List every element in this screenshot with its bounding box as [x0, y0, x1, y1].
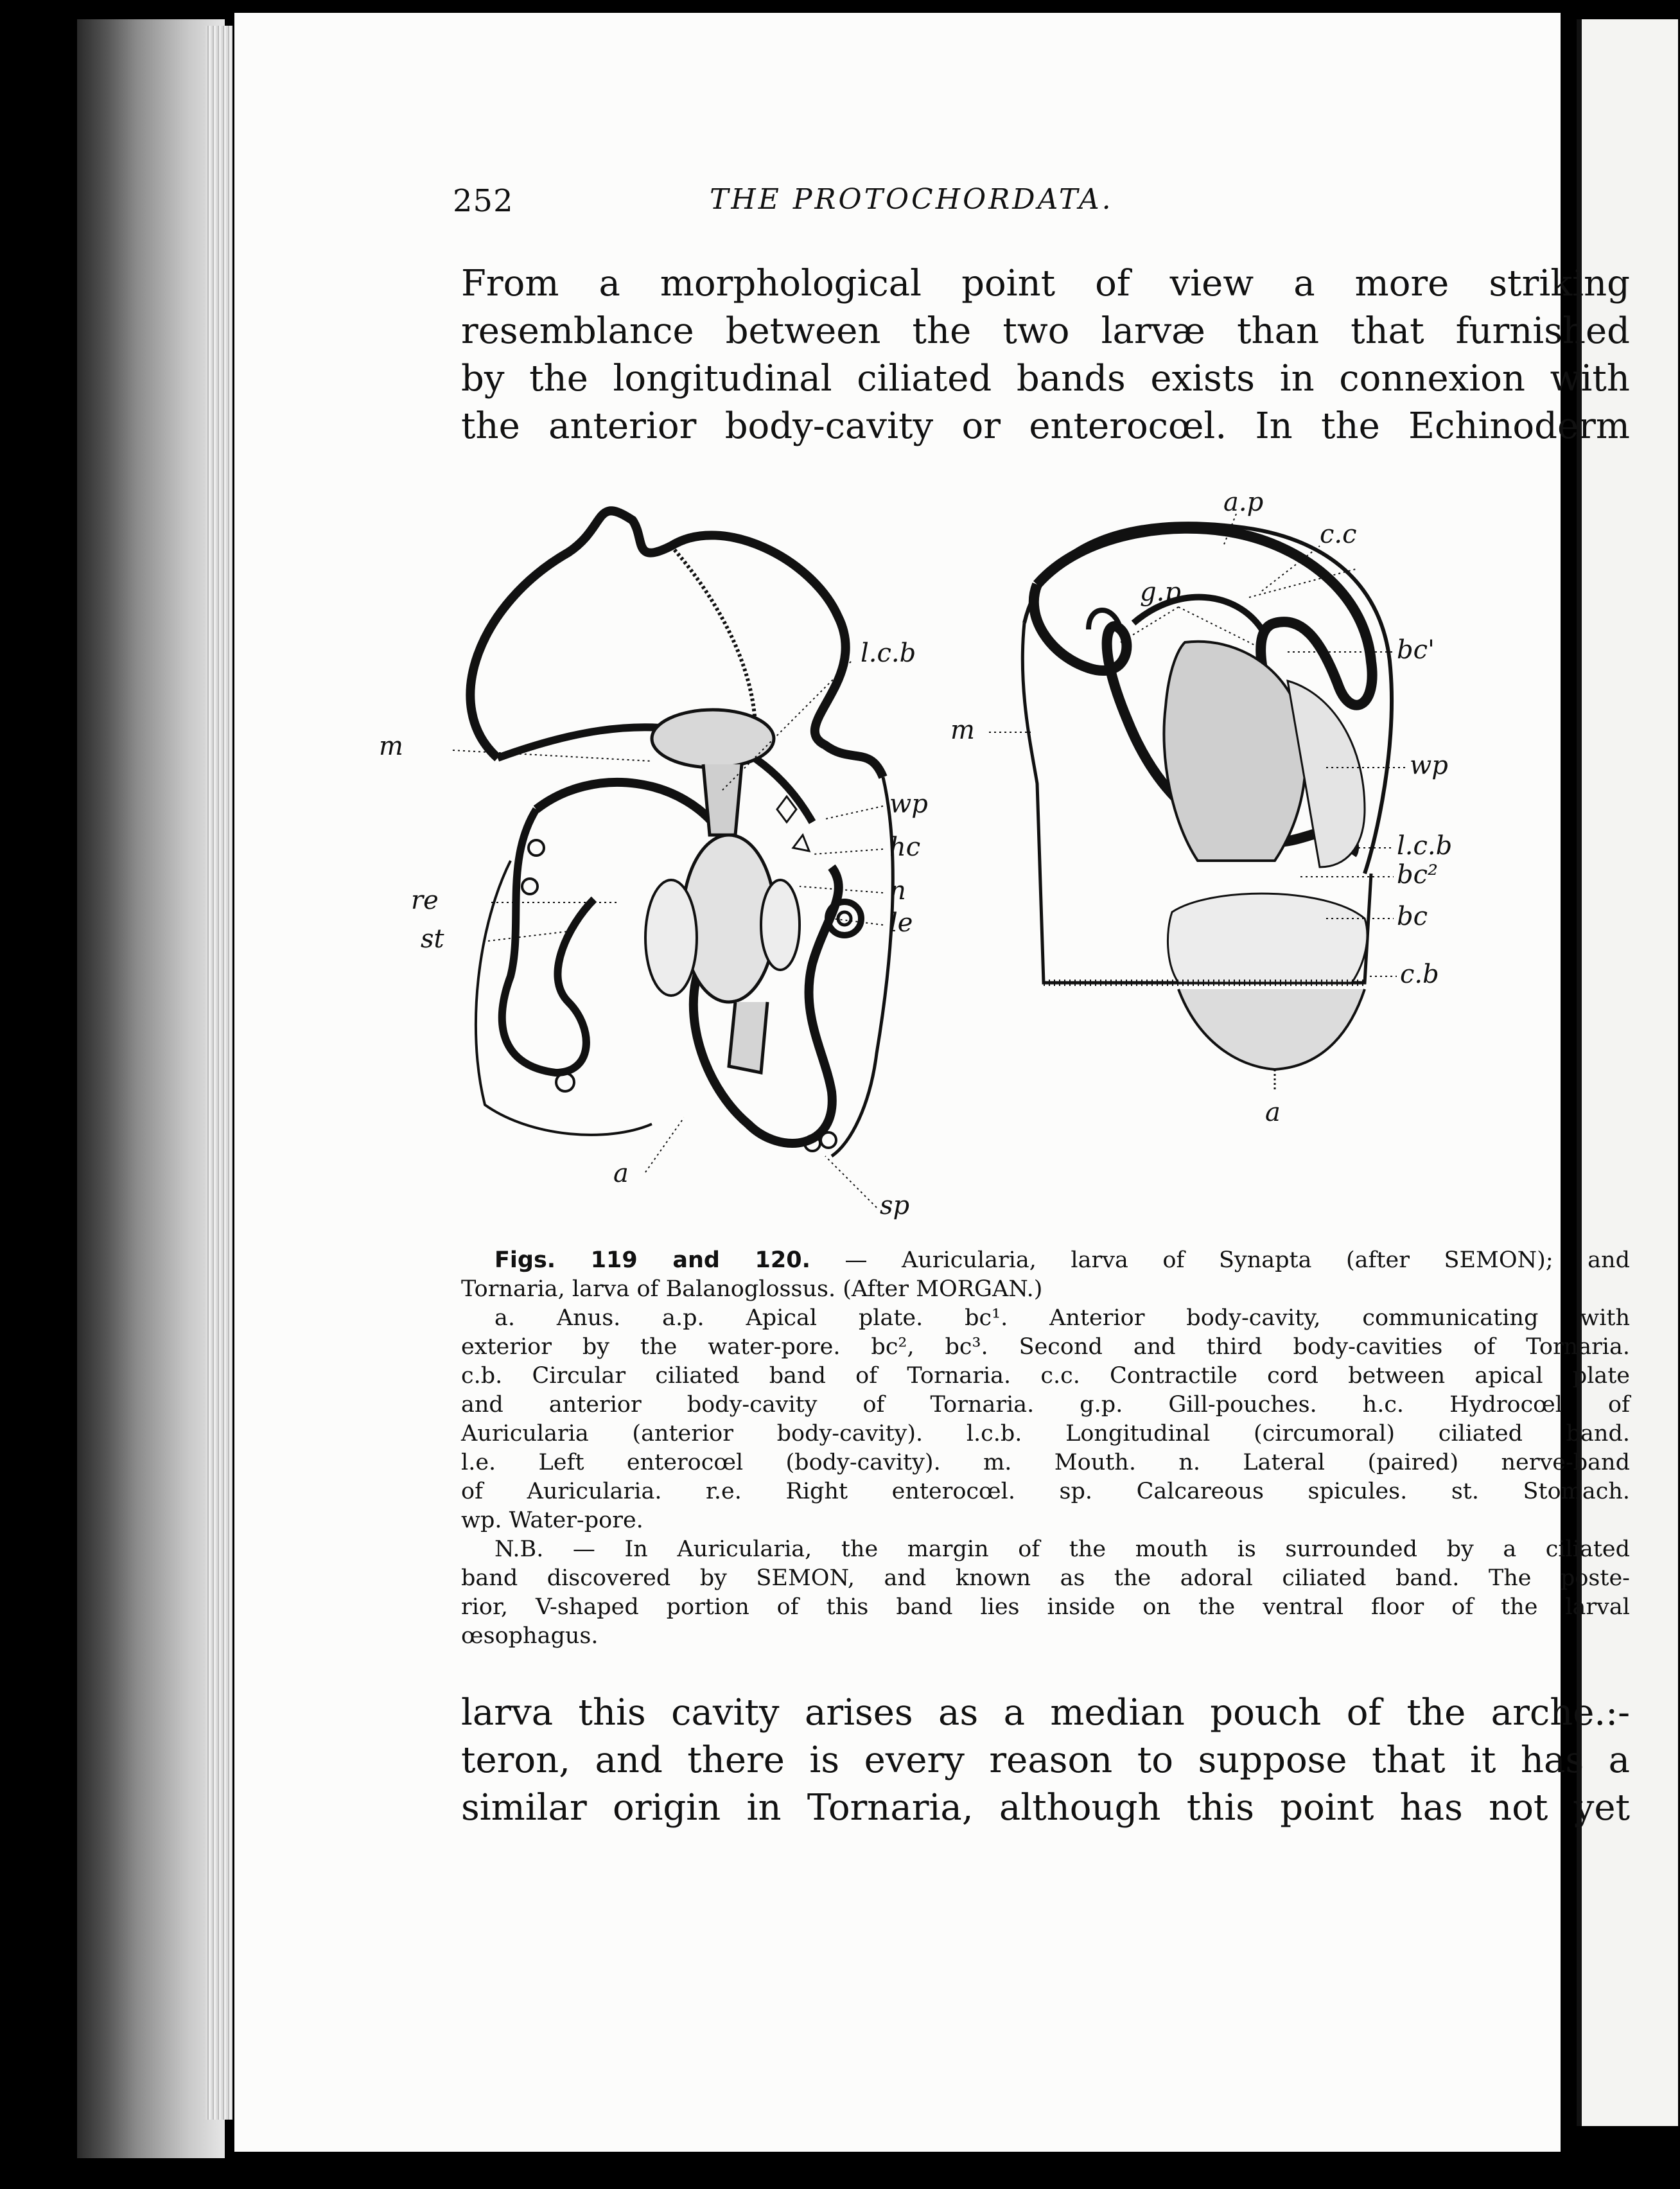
caption-legend-line: a. Anus. a.p. Apical plate. bc¹. Anterior body-cavity, communicating with — [494, 1305, 1630, 1331]
caption-note-line: N.B. — In Auricularia, the margin of the mouth is surrounded by a ciliated — [494, 1536, 1630, 1562]
label-n: n — [889, 876, 906, 906]
running-title: THE PROTOCHORDATA. — [710, 183, 1114, 216]
paragraph-bottom — [461, 1689, 1630, 1832]
caption-figure-number: Figs. 119 and 120. — [494, 1247, 810, 1273]
text-line: resemblance between the two larvæ than that furnished — [461, 310, 1630, 352]
label-sp: sp — [880, 1191, 910, 1220]
label-bc1: bc' — [1397, 635, 1435, 665]
label-gp: g.p — [1140, 577, 1181, 607]
caption-legend-line: Auricularia (anterior body-cavity). l.c.b. Longitudinal (circumoral) ciliated band. — [461, 1421, 1630, 1446]
text-line: the anterior body-cavity or enterocœl. In the Echinoderm — [461, 405, 1630, 447]
page-stack-edge — [206, 26, 232, 2120]
auricularia-figure — [453, 511, 893, 1208]
label-wp-right: wp — [1410, 751, 1448, 780]
caption-heading-line — [461, 1246, 1630, 1275]
label-ap: a.p — [1223, 488, 1264, 517]
text-line: teron, and there is every reason to suppose that it has a — [461, 1739, 1630, 1781]
label-lcb: l.c.b — [861, 638, 916, 668]
caption-legend-line: c.b. Circular ciliated band of Tornaria. c.c. Contractile cord between apical plate — [461, 1363, 1630, 1389]
figure-larvae-illustration — [234, 475, 1561, 1246]
label-a-right: a — [1265, 1098, 1281, 1127]
label-m-right: m — [950, 716, 975, 745]
tornaria-figure — [989, 514, 1406, 1092]
text-line: similar origin in Tornaria, although this point has not yet — [461, 1787, 1630, 1829]
label-cb: c.b — [1400, 960, 1439, 989]
running-head — [234, 183, 1561, 234]
text-line: From a morphological point of view a more striking — [461, 263, 1630, 304]
label-cc: c.c — [1320, 520, 1357, 549]
caption-heading-text: — Auricularia, larva of Synapta (after SEMON); and — [844, 1247, 1630, 1273]
text-line: larva this cavity arises as a median pouch of the arche.:- — [461, 1692, 1630, 1734]
label-hc: hc — [889, 832, 921, 862]
caption-legend-line: of Auricularia. r.e. Right enterocœl. sp. Calcareous spicules. st. Stomach. — [461, 1479, 1630, 1504]
label-re: re — [411, 886, 439, 915]
label-lcb-right: l.c.b — [1397, 831, 1453, 861]
label-st: st — [421, 924, 444, 954]
label-le: le — [889, 908, 913, 938]
caption-legend-line: wp. Water-pore. — [461, 1508, 643, 1533]
caption-note-line: œsophagus. — [461, 1623, 599, 1649]
caption-note-line: rior, V-shaped portion of this band lies inside on the ventral floor of the larval — [461, 1594, 1630, 1620]
larvae-drawing — [234, 475, 1561, 1246]
paragraph-top — [461, 260, 1630, 450]
caption-legend-line: exterior by the water-pore. bc², bc³. Second and third body-cavities of Tornaria. — [461, 1334, 1630, 1360]
label-m: m — [379, 732, 403, 761]
figure-caption — [461, 1246, 1630, 1651]
book-page — [234, 13, 1630, 2152]
caption-heading-line: Tornaria, larva of Balanoglossus. (After MORGAN.) — [461, 1276, 1043, 1302]
label-a: a — [613, 1159, 629, 1188]
label-bc2: bc² — [1397, 860, 1439, 890]
label-bc: bc — [1397, 902, 1428, 931]
label-wp: wp — [889, 789, 928, 819]
page-number: 252 — [453, 183, 514, 219]
caption-legend-line: and anterior body-cavity of Tornaria. g.p. Gill-pouches. h.c. Hydrocœl of — [461, 1392, 1630, 1418]
text-line: by the longitudinal ciliated bands exists in connexion with — [461, 358, 1630, 400]
caption-note-line: band discovered by SEMON, and known as the adoral ciliated band. The poste- — [461, 1565, 1630, 1591]
book-spine-edge — [77, 19, 225, 2158]
caption-legend-line: l.e. Left enterocœl (body-cavity). m. Mouth. n. Lateral (paired) nerve-band — [461, 1450, 1630, 1475]
